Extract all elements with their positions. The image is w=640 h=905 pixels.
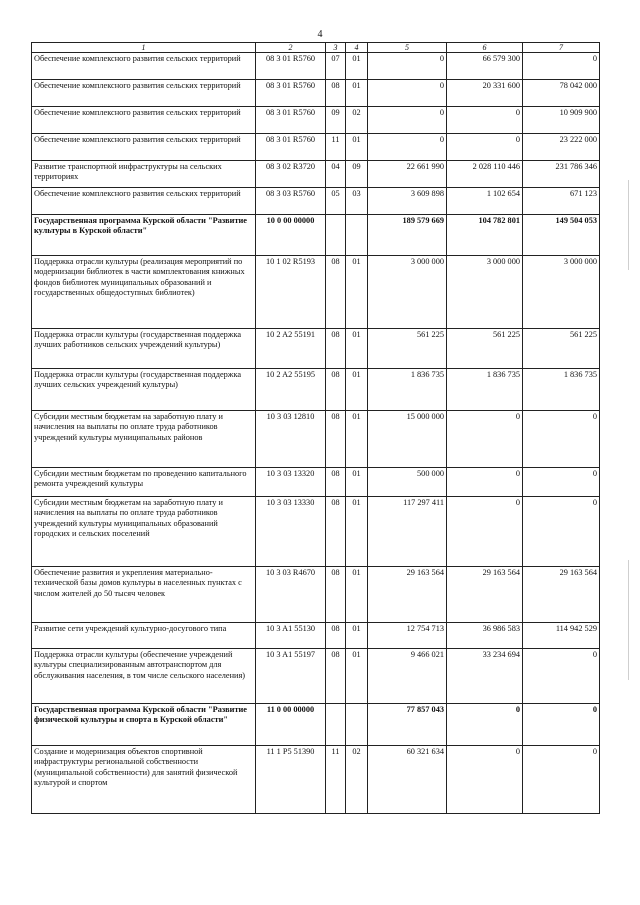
row-value-1: 15 000 000 <box>368 411 447 468</box>
row-value-2: 0 <box>447 411 523 468</box>
row-value-2: 0 <box>447 497 523 567</box>
row-value-3: 231 786 346 <box>523 161 600 188</box>
row-value-2: 1 836 735 <box>447 369 523 411</box>
row-section: 08 <box>326 369 346 411</box>
row-name: Поддержка отрасли культуры (государственная поддержка лучших сельских учреждений культуры) <box>32 369 256 411</box>
row-value-2: 29 163 564 <box>447 567 523 623</box>
table-row <box>32 623 600 649</box>
row-name: Субсидии местным бюджетам на заработную плату и начисления на выплаты по оплате труда работников учреждений культуры муниципальных районов <box>32 411 256 468</box>
row-subsection: 01 <box>346 468 368 497</box>
column-number: 7 <box>523 43 600 53</box>
row-code: 08 3 02 R3720 <box>256 161 326 188</box>
row-name: Поддержка отрасли культуры (государственная поддержка лучших работников сельских учреждений культуры) <box>32 329 256 369</box>
row-subsection: 01 <box>346 329 368 369</box>
row-value-3: 0 <box>523 468 600 497</box>
scan-edge-line <box>628 180 629 270</box>
row-name: Развитие транспортной инфраструктуры на сельских территориях <box>32 161 256 188</box>
row-section: 08 <box>326 256 346 329</box>
row-value-2: 66 579 300 <box>447 53 523 80</box>
row-value-1: 117 297 411 <box>368 497 447 567</box>
table-row <box>32 329 600 369</box>
table-row <box>32 161 600 188</box>
scan-edge-line <box>628 560 629 680</box>
row-code: 10 2 A2 55195 <box>256 369 326 411</box>
row-subsection: 01 <box>346 80 368 107</box>
column-number: 6 <box>447 43 523 53</box>
row-value-2: 36 986 583 <box>447 623 523 649</box>
row-name: Обеспечение комплексного развития сельских территорий <box>32 80 256 107</box>
row-value-1: 9 466 021 <box>368 649 447 704</box>
row-subsection: 01 <box>346 623 368 649</box>
row-section <box>326 704 346 746</box>
row-code: 10 3 A1 55197 <box>256 649 326 704</box>
row-value-3: 0 <box>523 746 600 814</box>
row-code: 08 3 03 R5760 <box>256 188 326 215</box>
row-name: Обеспечение комплексного развития сельских территорий <box>32 134 256 161</box>
row-code: 08 3 01 R5760 <box>256 107 326 134</box>
page-number: 4 <box>317 29 323 40</box>
budget-table <box>31 42 600 814</box>
table-row <box>32 80 600 107</box>
row-value-3: 671 123 <box>523 188 600 215</box>
row-section: 08 <box>326 329 346 369</box>
row-code: 11 1 P5 51390 <box>256 746 326 814</box>
row-value-2: 20 331 600 <box>447 80 523 107</box>
column-number-row <box>32 43 600 53</box>
row-name: Субсидии местным бюджетам по проведению капитального ремонта учреждений культуры <box>32 468 256 497</box>
table-row <box>32 411 600 468</box>
row-section: 08 <box>326 468 346 497</box>
row-value-3: 149 504 053 <box>523 215 600 256</box>
table-row <box>32 107 600 134</box>
row-value-3: 0 <box>523 649 600 704</box>
row-value-1: 12 754 713 <box>368 623 447 649</box>
table-row <box>32 53 600 80</box>
row-section: 08 <box>326 80 346 107</box>
row-subsection: 09 <box>346 161 368 188</box>
row-code: 10 3 03 12810 <box>256 411 326 468</box>
row-value-2: 2 028 110 446 <box>447 161 523 188</box>
row-value-1: 77 857 043 <box>368 704 447 746</box>
row-value-3: 561 225 <box>523 329 600 369</box>
row-subsection: 01 <box>346 411 368 468</box>
column-number: 1 <box>32 43 256 53</box>
row-value-2: 0 <box>447 468 523 497</box>
row-value-3: 0 <box>523 497 600 567</box>
row-name: Государственная программа Курской области "Развитие физической культуры и спорта в Курской области" <box>32 704 256 746</box>
column-number: 3 <box>326 43 346 53</box>
row-name: Государственная программа Курской области "Развитие культуры в Курской области" <box>32 215 256 256</box>
row-value-3: 3 000 000 <box>523 256 600 329</box>
row-name: Создание и модернизация объектов спортивной инфраструктуры региональной собственности (муниципальной собственности) для занятий физической культурой и спортом <box>32 746 256 814</box>
row-code: 10 3 03 R4670 <box>256 567 326 623</box>
row-value-2: 0 <box>447 134 523 161</box>
row-code: 10 0 00 00000 <box>256 215 326 256</box>
row-value-1: 0 <box>368 134 447 161</box>
row-value-1: 561 225 <box>368 329 447 369</box>
table-row <box>32 188 600 215</box>
row-subsection: 01 <box>346 497 368 567</box>
row-name: Обеспечение развития и укрепления материально-технической базы домов культуры в населенных пунктах с числом жителей до 50 тысяч человек <box>32 567 256 623</box>
row-subsection: 01 <box>346 53 368 80</box>
table-row <box>32 256 600 329</box>
row-value-3: 10 909 900 <box>523 107 600 134</box>
row-value-3: 0 <box>523 704 600 746</box>
row-section <box>326 215 346 256</box>
row-subsection: 01 <box>346 369 368 411</box>
row-value-3: 23 222 000 <box>523 134 600 161</box>
row-value-1: 189 579 669 <box>368 215 447 256</box>
row-code: 08 3 01 R5760 <box>256 53 326 80</box>
row-value-1: 22 661 990 <box>368 161 447 188</box>
row-section: 04 <box>326 161 346 188</box>
row-name: Обеспечение комплексного развития сельских территорий <box>32 188 256 215</box>
row-value-1: 0 <box>368 53 447 80</box>
table-row <box>32 497 600 567</box>
row-value-1: 3 000 000 <box>368 256 447 329</box>
row-code: 10 2 A2 55191 <box>256 329 326 369</box>
row-value-2: 0 <box>447 107 523 134</box>
row-value-2: 0 <box>447 746 523 814</box>
row-value-2: 33 234 694 <box>447 649 523 704</box>
row-value-2: 104 782 801 <box>447 215 523 256</box>
row-section: 08 <box>326 567 346 623</box>
row-value-1: 60 321 634 <box>368 746 447 814</box>
row-value-3: 0 <box>523 411 600 468</box>
row-subsection: 02 <box>346 107 368 134</box>
row-subsection <box>346 215 368 256</box>
table-row <box>32 468 600 497</box>
table-row <box>32 134 600 161</box>
row-subsection: 01 <box>346 134 368 161</box>
row-value-3: 78 042 000 <box>523 80 600 107</box>
row-code: 08 3 01 R5760 <box>256 134 326 161</box>
row-section: 11 <box>326 134 346 161</box>
row-section: 09 <box>326 107 346 134</box>
column-number: 4 <box>346 43 368 53</box>
table-row-program <box>32 215 600 256</box>
row-section: 08 <box>326 497 346 567</box>
row-section: 08 <box>326 649 346 704</box>
row-subsection <box>346 704 368 746</box>
row-value-1: 3 609 898 <box>368 188 447 215</box>
row-value-3: 0 <box>523 53 600 80</box>
row-value-1: 29 163 564 <box>368 567 447 623</box>
row-code: 10 3 A1 55130 <box>256 623 326 649</box>
table-row <box>32 649 600 704</box>
row-code: 10 1 02 R5193 <box>256 256 326 329</box>
row-code: 11 0 00 00000 <box>256 704 326 746</box>
row-subsection: 01 <box>346 256 368 329</box>
row-name: Субсидии местным бюджетам на заработную плату и начисления на выплаты по оплате труда работников учреждений культуры муниципальных образований городских и сельских поселений <box>32 497 256 567</box>
row-name: Обеспечение комплексного развития сельских территорий <box>32 107 256 134</box>
row-value-1: 500 000 <box>368 468 447 497</box>
row-code: 08 3 01 R5760 <box>256 80 326 107</box>
row-name: Обеспечение комплексного развития сельских территорий <box>32 53 256 80</box>
row-section: 07 <box>326 53 346 80</box>
row-value-1: 0 <box>368 107 447 134</box>
row-name: Поддержка отрасли культуры (реализация мероприятий по модернизации библиотек в части комплектования книжных фондов библиотек муниципальных образований и государственных общедоступных библиотек) <box>32 256 256 329</box>
row-value-1: 1 836 735 <box>368 369 447 411</box>
row-name: Поддержка отрасли культуры (обеспечение учреждений культуры специализированным автотранспортом для обслуживания населения, в том числе сельского населения) <box>32 649 256 704</box>
row-section: 08 <box>326 623 346 649</box>
column-number: 2 <box>256 43 326 53</box>
row-code: 10 3 03 13320 <box>256 468 326 497</box>
row-value-3: 1 836 735 <box>523 369 600 411</box>
row-value-2: 0 <box>447 704 523 746</box>
row-section: 05 <box>326 188 346 215</box>
row-value-2: 561 225 <box>447 329 523 369</box>
row-value-3: 114 942 529 <box>523 623 600 649</box>
row-name: Развитие сети учреждений культурно-досугового типа <box>32 623 256 649</box>
row-value-1: 0 <box>368 80 447 107</box>
row-section: 08 <box>326 411 346 468</box>
row-subsection: 03 <box>346 188 368 215</box>
row-value-3: 29 163 564 <box>523 567 600 623</box>
row-subsection: 02 <box>346 746 368 814</box>
row-subsection: 01 <box>346 649 368 704</box>
row-subsection: 01 <box>346 567 368 623</box>
row-section: 11 <box>326 746 346 814</box>
table-row <box>32 746 600 814</box>
row-value-2: 1 102 654 <box>447 188 523 215</box>
row-code: 10 3 03 13330 <box>256 497 326 567</box>
table-row <box>32 567 600 623</box>
column-number: 5 <box>368 43 447 53</box>
table-row-program <box>32 704 600 746</box>
table-row <box>32 369 600 411</box>
row-value-2: 3 000 000 <box>447 256 523 329</box>
